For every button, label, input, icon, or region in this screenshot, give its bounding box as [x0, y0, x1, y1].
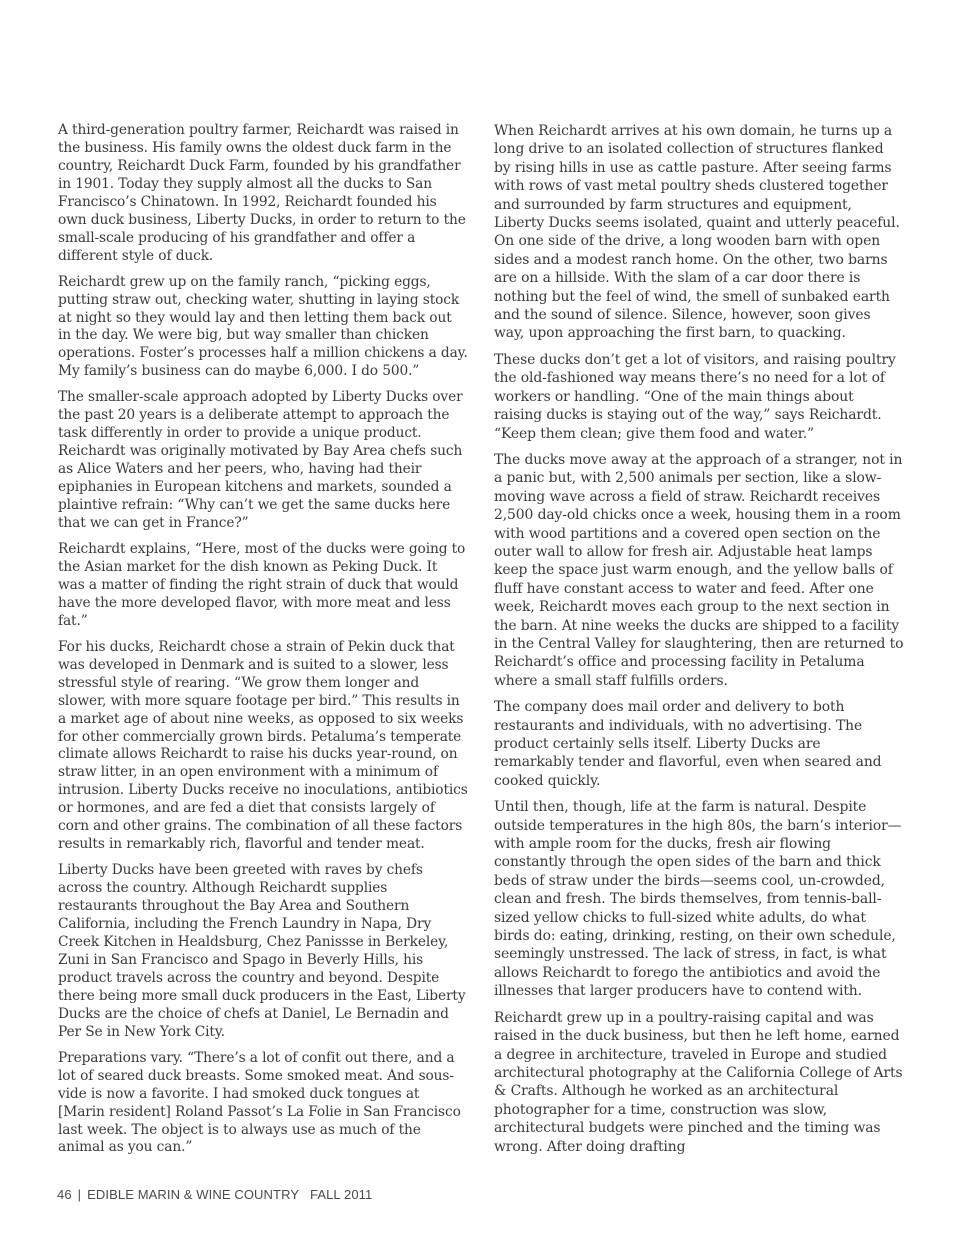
paragraph: The ducks move away at the approach of a stranger, not in a panic but, with 2,500 animals per section, like a slow-moving wave across a field of straw. Reichardt receives 2,500 day-old chicks once a week, housing them in a room with wood partitions and a covered open section on the outer wall to allow for fresh air. Adjustable heat lamps keep the space just warm enough, and the yellow balls of fluff have constant access to water and feed. After one week, Reichardt moves each group to the next section in the barn. At nine weeks the ducks are shipped to a facility in the Central Valley for slaughtering, then are returned to Reichardt’s office and processing facility in Petaluma where a small staff fulfills orders. [494, 451, 904, 689]
paragraph: When Reichardt arrives at his own domain, he turns up a long drive to an isolated collection of structures flanked by rising hills in use as cattle pasture. After seeing farms with rows of vast metal poultry sheds clustered together and surrounded by farm structures and equipment, Liberty Ducks seems isolated, quaint and utterly peaceful. On one side of the drive, a long wooden barn with open sides and a modest ranch home. On the other, two barns are on a hillside. With the slam of a car door there is nothing but the feel of wind, the smell of sunbaked earth and the sound of silence. Silence, however, soon gives way, upon approaching the first barn, to quacking. [494, 123, 900, 342]
paragraph: For his ducks, Reichardt chose a strain of Pekin duck that was developed in Denmark and is suited to a slower, less stressful style of rearing. “We grow them longer and slower, with more square footage per bird.” This results in a market age of about nine weeks, as opposed to six weeks for other commercially grown birds. Petaluma’s temperate climate allows Reichardt to raise his ducks year-round, on straw litter, in an open environment with a minimum of intrusion. Liberty Ducks receive no inoculations, antibiotics or hormones, and are fed a diet that consists largely of corn and other grains. The combination of all these factors results in remarkably rich, flavorful and tender meat. [58, 638, 468, 853]
article-column-left [58, 122, 468, 1165]
article-column-right [494, 122, 904, 1164]
paragraph: Until then, though, life at the farm is natural. Despite outside temperatures in the high 80s, the barn’s interior—with ample room for the ducks, fresh air flowing constantly through the open sides of the barn and thick beds of straw under the birds—seems cool, un-crowded, clean and fresh. The birds themselves, from tennis-ball-sized yellow chicks to full-sized white adults, do what birds do: eating, drinking, resting, on their own schedule, seemingly unstressed. The lack of stress, in fact, is what allows Reichardt to forego the antibiotics and avoid the illnesses that larger producers have to contend with. [494, 799, 902, 1000]
paragraph: Reichardt grew up on the family ranch, “picking eggs, putting straw out, checking water, shutting in laying stock at night so they would lay and then letting them back out in the day. We were big, but way smaller than chicken operations. Foster’s processes half a million chickens a day. My family’s business can do maybe 6,000. I do 500.” [58, 273, 468, 380]
paragraph: Liberty Ducks have been greeted with raves by chefs across the country. Although Reichardt supplies restaurants throughout the Bay Area and Southern California, including the French Laundry in Napa, Dry Creek Kitchen in Healdsburg, Chez Panissse in Berkeley, Zuni in San Francisco and Spago in Beverly Hills, his product travels across the country and beyond. Despite there being more small duck producers in the East, Liberty Ducks are the choice of chefs at Daniel, Le Bernadin and Per Se in New York City. [58, 862, 466, 1040]
paragraph: The smaller-scale approach adopted by Liberty Ducks over the past 20 years is a deliberate attempt to approach the task differently in order to provide a unique product. Reichardt was originally motivated by Bay Area chefs such as Alice Waters and her peers, who, having had their epiphanies in European kitchens and markets, sounded a plaintive refrain: “Why can’t we get the same ducks here that we can get in France?” [58, 389, 463, 532]
page-footer [57, 1187, 372, 1202]
page-number: 46 [57, 1187, 72, 1202]
paragraph: The company does mail order and delivery to both restaurants and individuals, with no advertising. The product certainly sells itself. Liberty Ducks are remarkably tender and flavorful, even when seared and cooked quickly. [494, 699, 882, 789]
paragraph: Preparations vary. “There’s a lot of confit out there, and a lot of seared duck breasts. Some smoked meat. And sous-vide is now a favorite. I had smoked duck tongues at [Marin resident] Roland Passot’s La Folie in San Francisco last week. The object is to always use as much of the animal as you can.” [58, 1049, 461, 1156]
footer-separator: | [77, 1187, 82, 1202]
paragraph: Reichardt grew up in a poultry-raising capital and was raised in the duck business, but then he left home, earned a degree in architecture, traveled in Europe and studied architectural photography at the California College of Arts & Crafts. Although he worked as an architectural photographer for a time, construction was slow, architectural budgets were pinched and the timing was wrong. After doing drafting [494, 1009, 903, 1155]
publication-name: EDIBLE MARIN & WINE COUNTRY [87, 1187, 299, 1202]
paragraph: These ducks don’t get a lot of visitors, and raising poultry the old-fashioned way means there’s no need for a lot of workers or handling. “One of the main things about raising ducks is staying out of the way,” says Reichardt. “Keep them clean; give them food and water.” [494, 351, 896, 442]
paragraph: A third-generation poultry farmer, Reichardt was raised in the business. His family owns the oldest duck farm in the country, Reichardt Duck Farm, founded by his grandfather in 1901. Today they supply almost all the ducks to San Francisco’s Chinatown. In 1992, Reichardt founded his own duck business, Liberty Ducks, in order to return to the small-scale producing of his grandfather and offer a different style of duck. [58, 122, 466, 264]
issue-label: FALL 2011 [310, 1187, 373, 1202]
paragraph: Reichardt explains, “Here, most of the ducks were going to the Asian market for the dish known as Peking Duck. It was a matter of finding the right strain of duck that would have the more developed flavor, with more meat and less fat.” [58, 540, 466, 629]
